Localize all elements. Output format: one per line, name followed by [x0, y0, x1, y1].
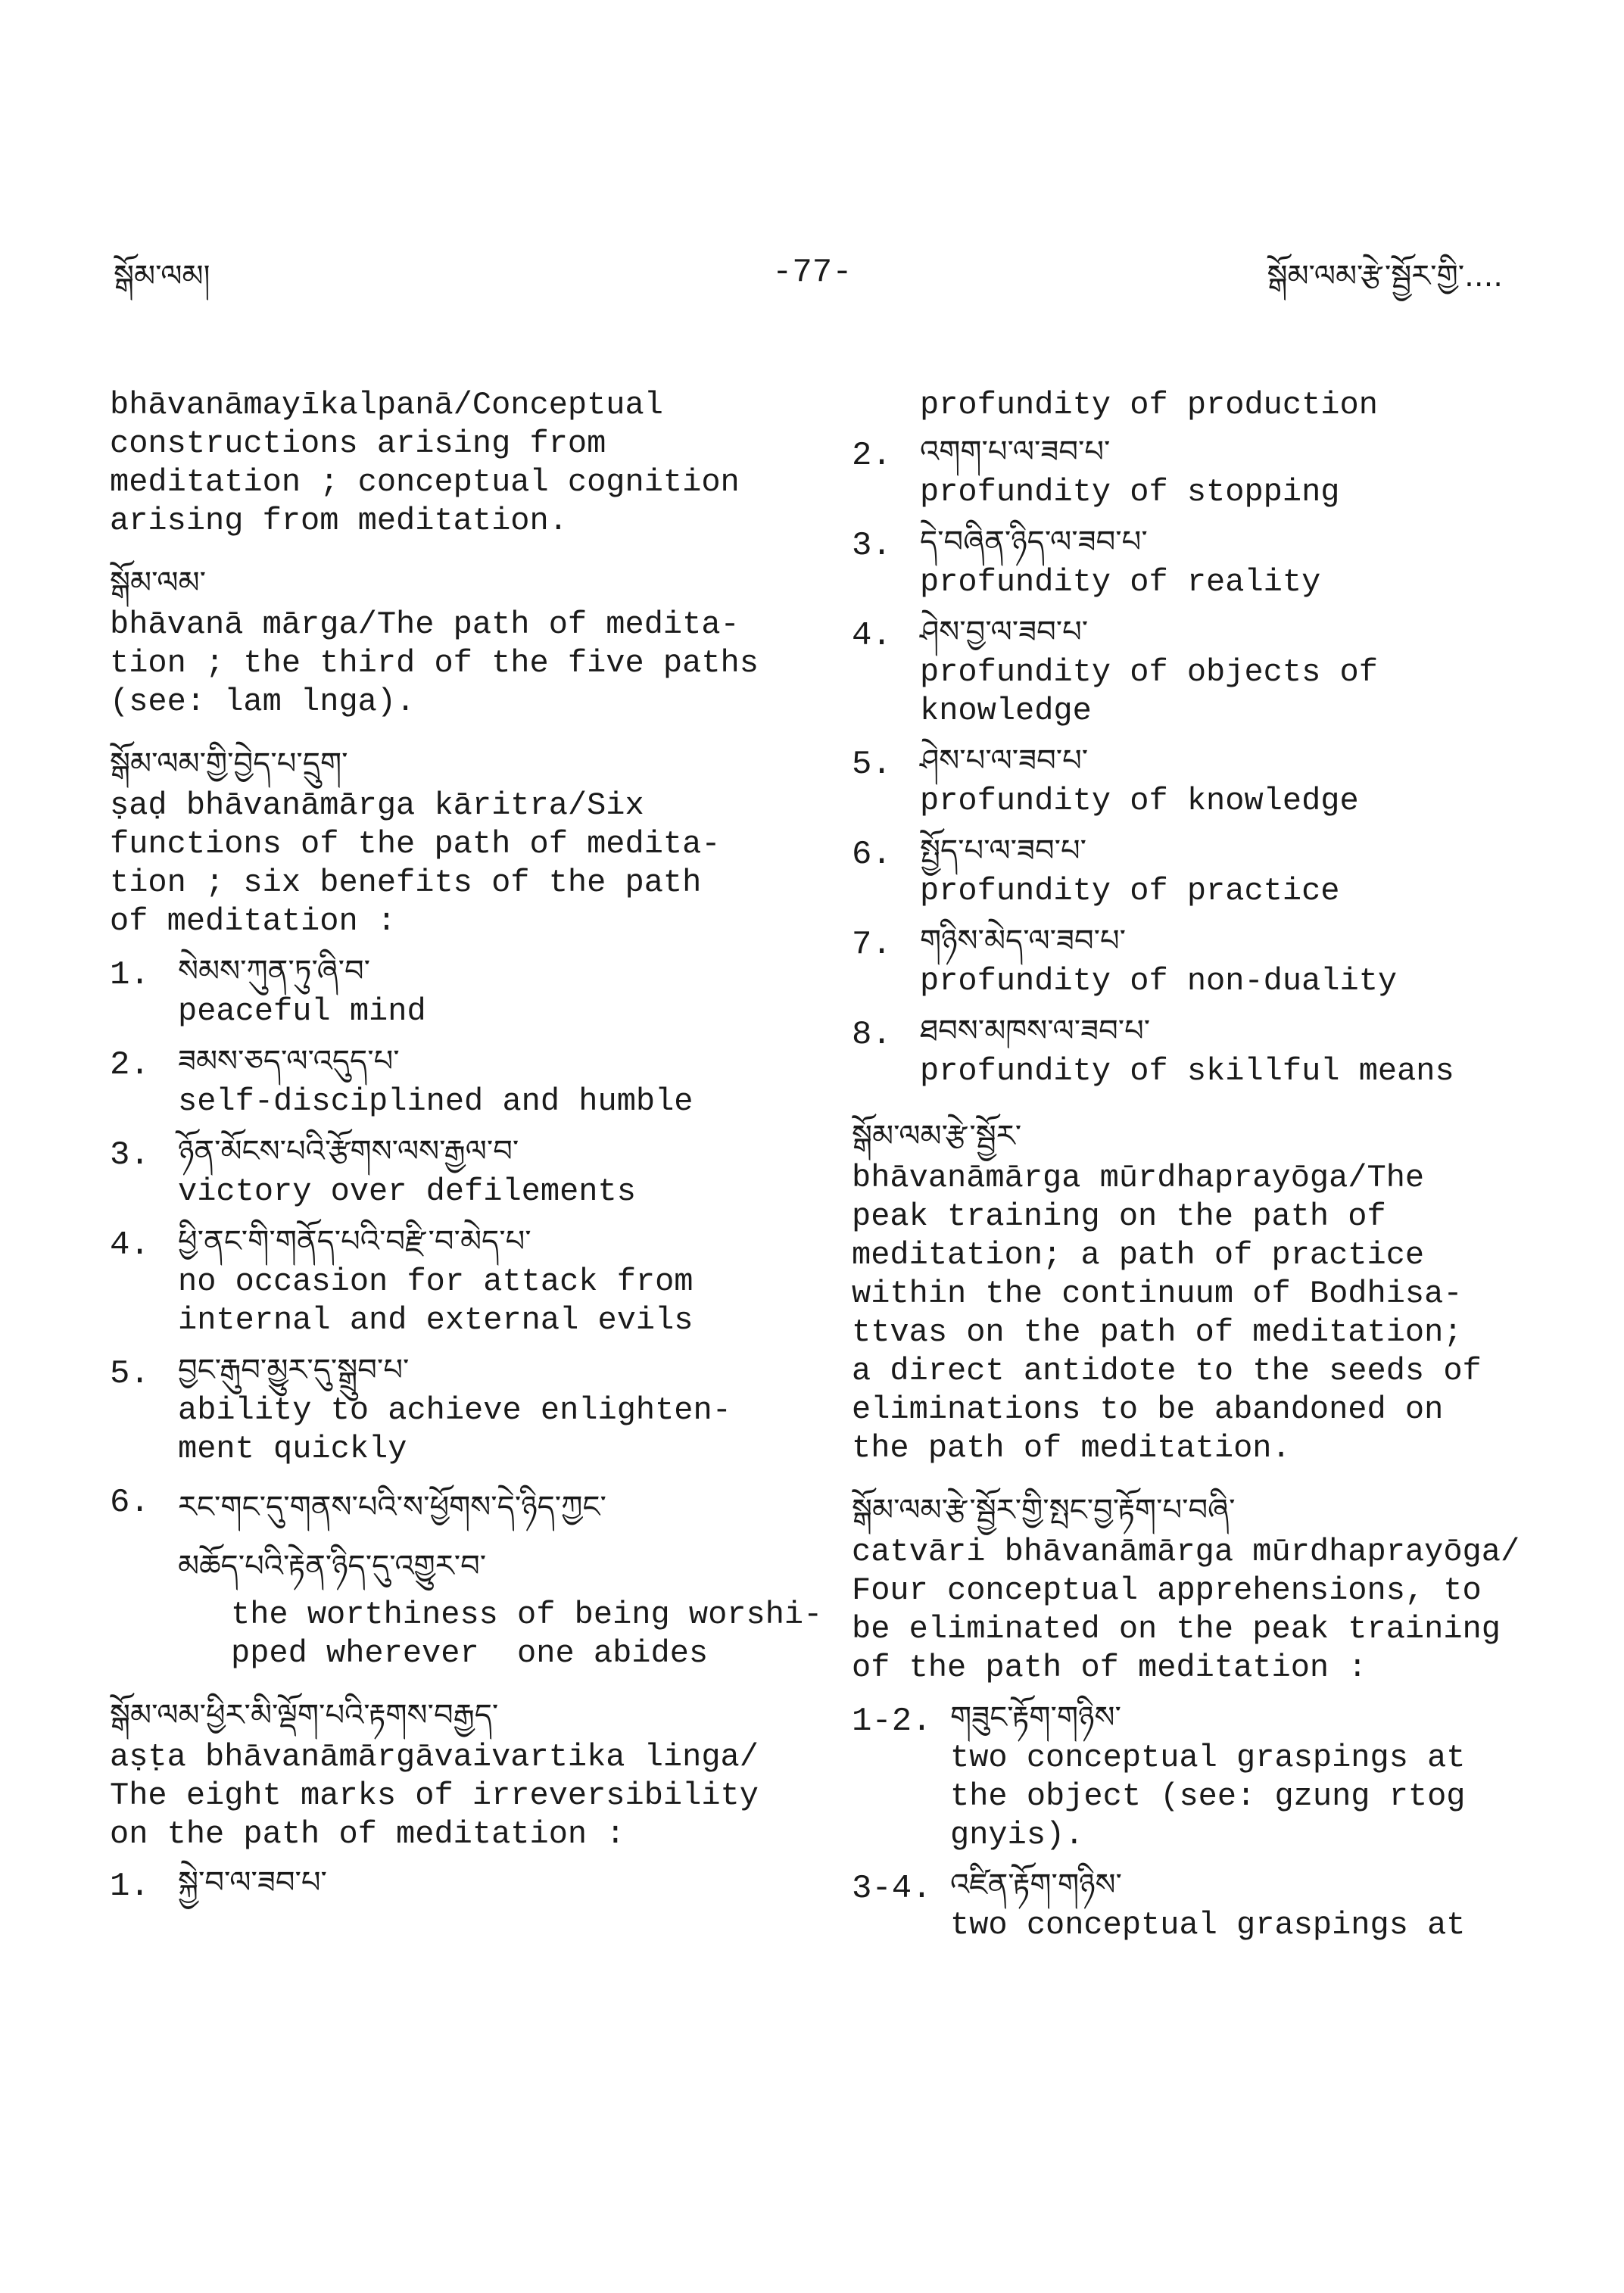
list-item: [852, 1696, 1563, 1855]
list-item: [110, 1478, 837, 1673]
item-tibetan: ཐབས་མཁས་ལ་ཟབ་པ་: [920, 1014, 1151, 1048]
list-item: [852, 521, 1563, 602]
list-item: [852, 1864, 1563, 1945]
item-text: profundity of practice: [920, 873, 1340, 909]
item-text: profundity of skillful means: [920, 1053, 1454, 1089]
item-tibetan: སེམས་ཀུན་ཏུ་ཞི་བ་: [178, 954, 371, 989]
item-text: profundity of objects of knowledge: [920, 654, 1378, 729]
entry-headword: སྒོམ་ལམ་ཕྱིར་མི་ལྡོག་པའི་རྟགས་བརྒྱད་: [110, 1698, 499, 1733]
list-item: [110, 950, 837, 1031]
entry-definition: catvāri bhāvanāmārga mūrdhaprayōga/ Four conceptual apprehensions, to be eliminated on the peak training of the path of meditation :: [852, 1534, 1520, 1686]
item-number: 3.: [852, 527, 892, 565]
list-item: [110, 1862, 837, 1904]
list-item: [852, 1010, 1563, 1091]
item-number: 3.: [110, 1136, 150, 1174]
entry-headword: སྒོམ་ལམ་: [110, 565, 206, 600]
item-text: no occasion for attack from internal and external evils: [178, 1263, 694, 1338]
item-number: 6.: [110, 1484, 150, 1522]
list-item: [110, 1130, 837, 1211]
item-text: two conceptual graspings at: [950, 1907, 1466, 1943]
item-tibetan: རང་གང་དུ་གནས་པའི་ས་ཕྱོགས་དེ་ཉིད་ཀྱང་ མཆོད་པའི་རྟེན་ཉིད་དུ་འགྱུར་བ་: [178, 1490, 606, 1584]
item-text: victory over defilements: [178, 1173, 636, 1210]
item-text: profundity of knowledge: [920, 783, 1359, 819]
item-number: 1.: [110, 1868, 150, 1905]
right-column: [852, 386, 1563, 1964]
item-number: 2.: [852, 437, 892, 475]
list-item: [110, 1220, 837, 1340]
item-tibetan: འཛིན་རྟོག་གཉིས་: [950, 1868, 1122, 1902]
item-text: ability to achieve enlighten- ment quickly: [178, 1392, 731, 1467]
entry-bhavana-marga: [110, 560, 837, 721]
header-left: སྒོམ་ལམ།: [114, 259, 210, 294]
entry-four-apprehensions: [852, 1488, 1563, 1945]
entry-definition: bhāvanā mārga/The path of medita- tion ; the third of the five paths (see: lam lnga).: [110, 606, 759, 720]
item-text: two conceptual graspings at the object (see: gzung rtog gnyis).: [950, 1740, 1466, 1853]
item-number: 5.: [852, 746, 892, 784]
item-tibetan: ཉོན་མོངས་པའི་རྩོགས་ལས་རྒྱལ་བ་: [178, 1134, 519, 1169]
item-tibetan: ཤེས་བྱ་ལ་ཟབ་པ་: [920, 615, 1089, 650]
entry-definition: ṣaḍ bhāvanāmārga kāritra/Six functions of the path of medita- tion ; six benefits of the path of meditation :: [110, 787, 721, 939]
item-tibetan: ཤེས་པ་ལ་ཟབ་པ་: [920, 743, 1089, 778]
list-item: [852, 920, 1563, 1001]
page-number: -77-: [772, 254, 853, 291]
list-item: [852, 611, 1563, 731]
item-text: profundity of non-duality: [920, 963, 1398, 999]
list-item: [852, 740, 1563, 821]
item-text: profundity of reality: [920, 564, 1321, 600]
entry-eight-marks: [110, 1693, 837, 1904]
item-tibetan: འགག་པ་ལ་ཟབ་པ་: [920, 435, 1111, 469]
item-number: 2.: [110, 1046, 150, 1084]
entry-peak-training: [852, 1114, 1563, 1468]
continued-text: profundity of production: [920, 387, 1378, 423]
item-tibetan: ཟམས་ཅད་ལ་འདུད་པ་: [178, 1044, 400, 1079]
item-text: self-disciplined and humble: [178, 1083, 694, 1120]
item-tibetan: སྤྱོད་པ་ལ་ཟབ་པ་: [920, 833, 1087, 868]
item-number: 5.: [110, 1355, 150, 1393]
list-item: [852, 830, 1563, 911]
entry-headword: སྒོམ་ལམ་གྱི་བྱེད་པ་དྲུག་: [110, 746, 348, 781]
item-tibetan: དེ་བཞིན་ཉིད་ལ་ཟབ་པ་: [920, 525, 1148, 559]
item-number: 7.: [852, 926, 892, 964]
item-number: 1-2.: [852, 1703, 932, 1740]
item-text: profundity of stopping: [920, 474, 1340, 510]
header-right: སྒོམ་ལམ་རྩེ་སྦྱོར་གྱི་....: [1267, 259, 1503, 294]
item-tibetan: ཕྱི་ནང་གི་གནོད་པའི་བརྫི་བ་མེད་པ་: [178, 1224, 531, 1259]
list-item: [110, 1349, 837, 1469]
entry-headword: སྒོམ་ལམ་རྩེ་སྦྱོར་: [852, 1119, 1022, 1154]
entry-definition: aṣṭa bhāvanāmārgāvaivartika linga/ The eight marks of irreversibility on the path of meditation :: [110, 1739, 759, 1852]
item-text: peaceful mind: [178, 993, 426, 1030]
item-tibetan: གཉིས་མེད་ལ་ཟབ་པ་: [920, 924, 1127, 958]
left-column: [110, 386, 837, 1924]
item-number: 1.: [110, 956, 150, 994]
item-text: the worthiness of being worshi- pped wherever one abides: [231, 1597, 823, 1671]
entry-six-functions: [110, 741, 837, 1673]
item-number: 6.: [852, 836, 892, 874]
item-number: 4.: [852, 617, 892, 655]
intro-definition: bhāvanāmayīkalpanā/Conceptual constructions arising from meditation ; conceptual cognition arising from meditation.: [110, 387, 740, 539]
item-tibetan: གཟུང་རྟོག་གཉིས་: [950, 1700, 1121, 1735]
list-item: [110, 1040, 837, 1121]
item-number: 3-4.: [852, 1870, 932, 1908]
item-tibetan: བྱང་རྒུབ་མྱུར་དུ་སྒྲུབ་པ་: [178, 1353, 410, 1388]
entry-headword: སྒོམ་ལམ་རྩེ་སྦྱོར་གྱི་སྤང་བྱ་རྟོག་པ་བཞི་: [852, 1493, 1236, 1528]
item-number: 4.: [110, 1226, 150, 1264]
entry-definition: bhāvanāmārga mūrdhaprayōga/The peak training on the path of meditation; a path of practice within the continuum of Bodhisa- ttvas on the path of meditation; a direct antidote to the seeds of eliminations to be abandoned on the path of meditation.: [852, 1160, 1482, 1466]
list-item: [852, 431, 1563, 512]
item-number: 8.: [852, 1016, 892, 1054]
item-tibetan: སྐྱེ་བ་ལ་ཟབ་པ་: [178, 1865, 327, 1900]
